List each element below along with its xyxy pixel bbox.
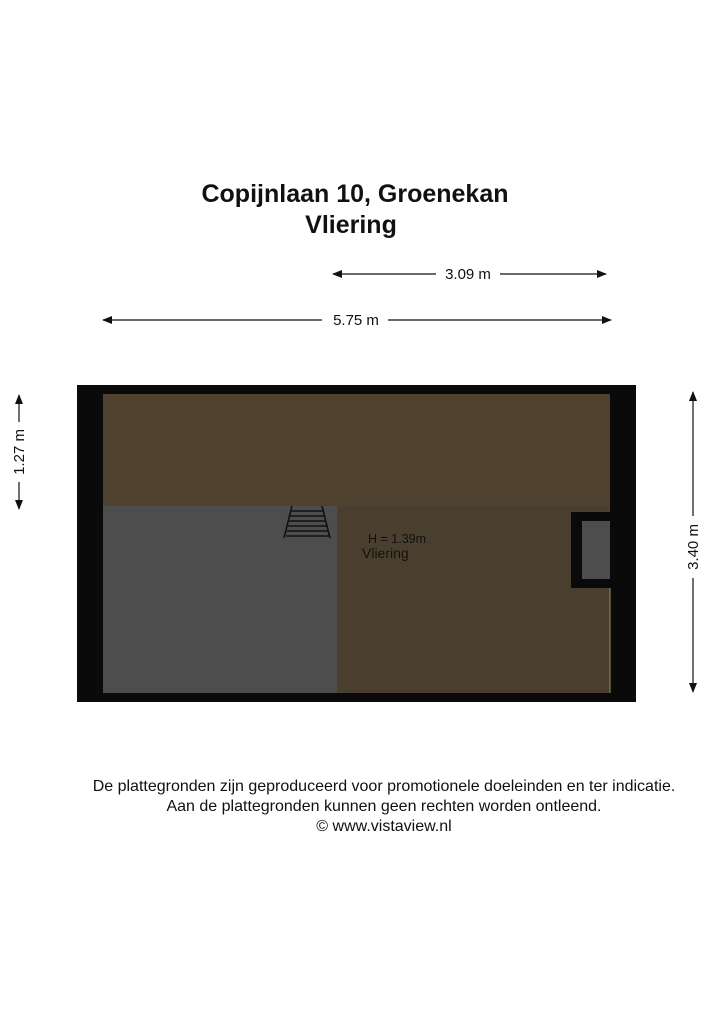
disclaimer <box>0 777 720 837</box>
dimension-top-total <box>103 312 611 329</box>
plan-address-title: Copijnlaan 10, Groenekan <box>201 180 509 208</box>
low-ceiling-zone <box>103 394 610 506</box>
room-name-label: Vliering <box>362 545 409 561</box>
disclaimer-line-2: Aan de plattegronden kunnen geen rechten worden ontleend. <box>166 798 602 815</box>
floor-name-title: Vliering <box>305 211 397 239</box>
void-area <box>103 506 337 693</box>
disclaimer-line-1: De plattegronden zijn geproduceerd voor promotionele doeleinden en ter indicatie. <box>92 778 676 795</box>
dimension-label: 3.09 m <box>445 266 491 283</box>
dimension-left-height <box>11 395 28 509</box>
dimension-label: 1.27 m <box>11 429 28 475</box>
dimension-right-height <box>685 392 702 692</box>
room-height-label: H = 1.39m <box>368 532 427 546</box>
copyright-line: © www.vistaview.nl <box>316 818 452 835</box>
dimension-top-partial <box>333 266 606 283</box>
dimension-label: 5.75 m <box>333 312 379 329</box>
chimney-icon <box>571 512 610 588</box>
dimension-label: 3.40 m <box>685 524 702 570</box>
